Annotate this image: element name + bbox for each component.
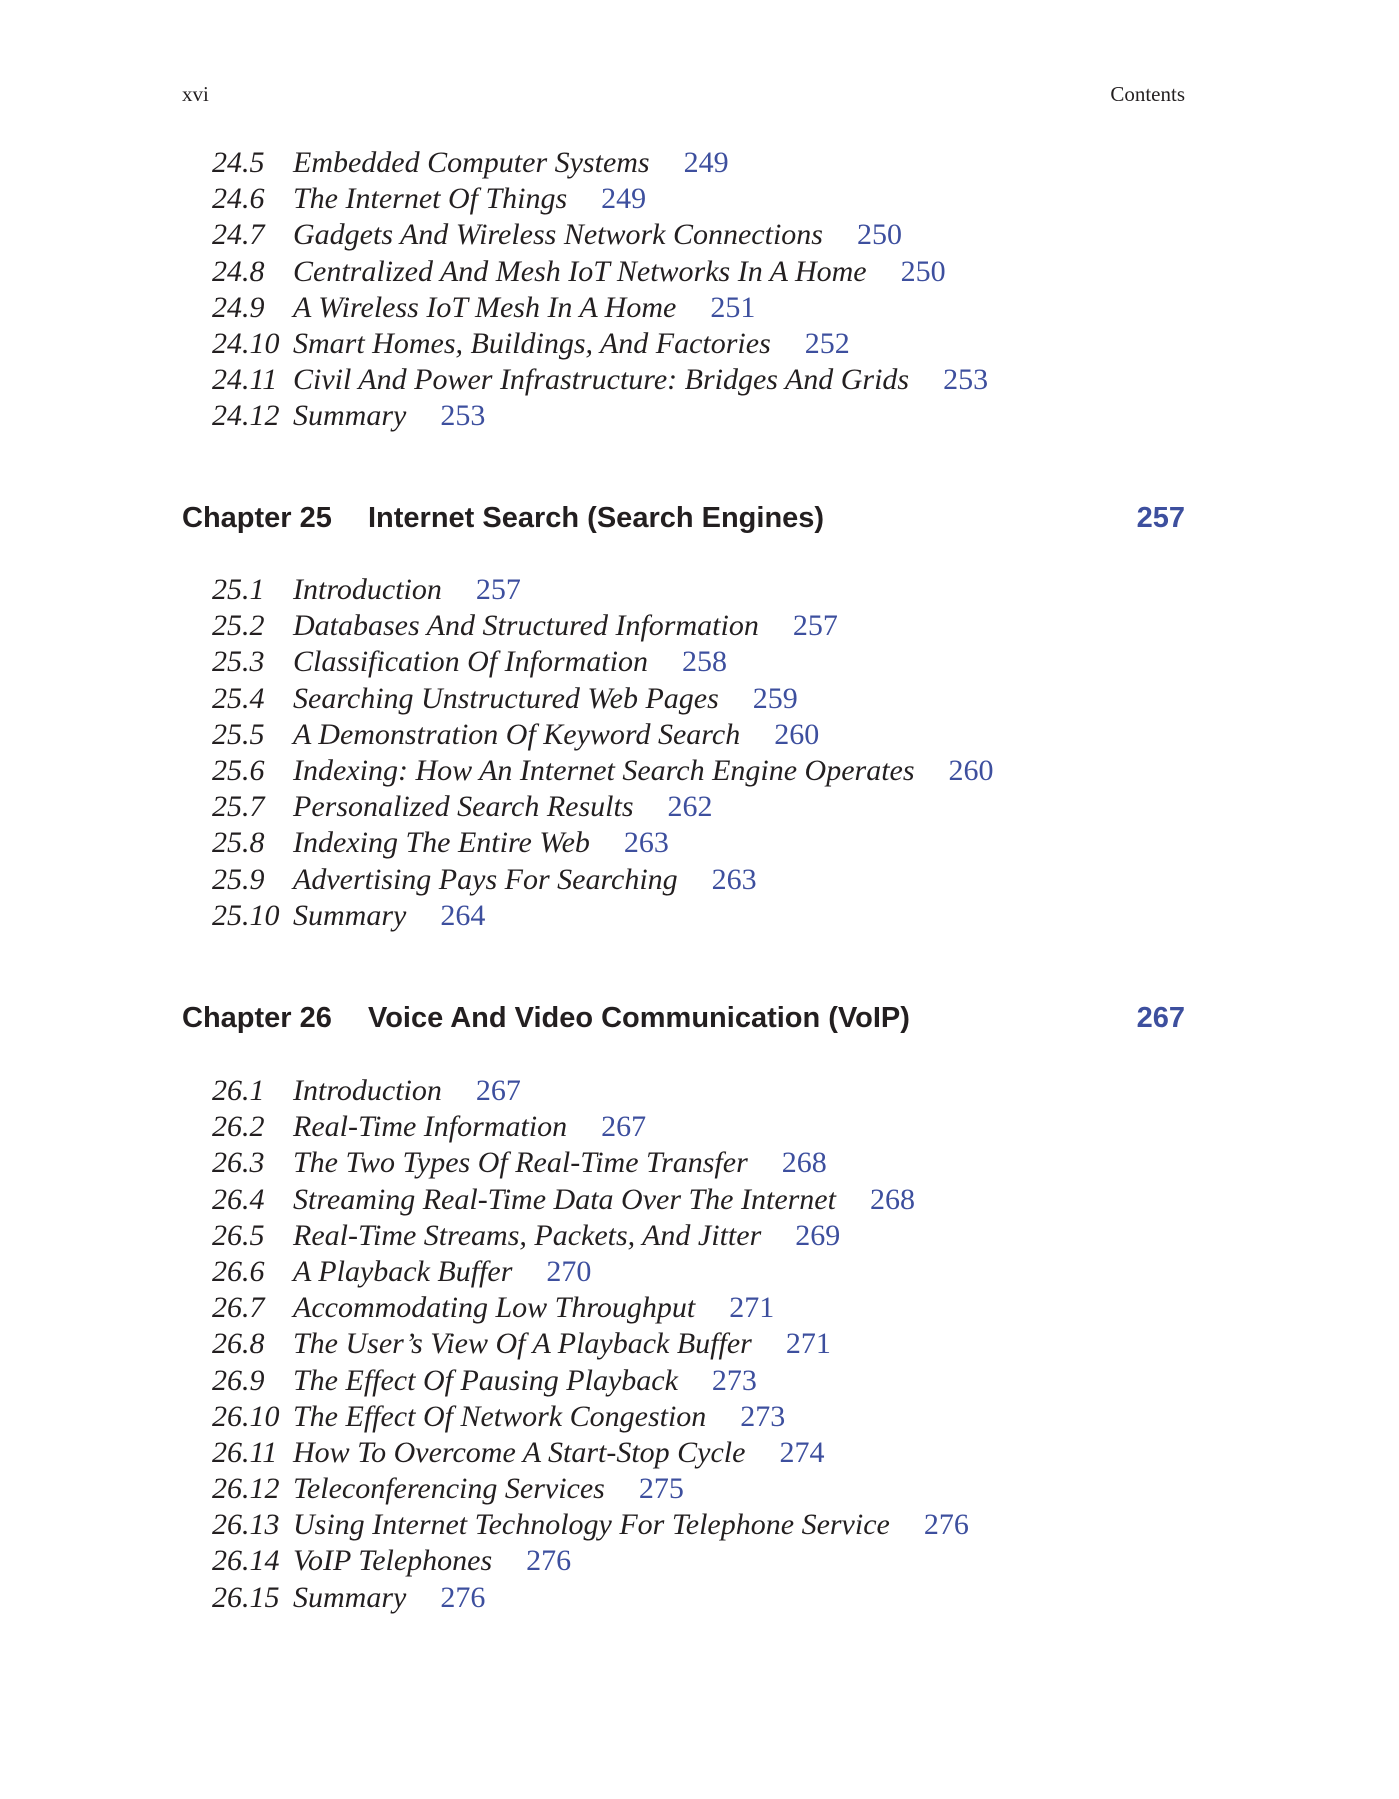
section-number: 26.11 (212, 1435, 278, 1469)
chapter-label: Chapter 25 (182, 502, 332, 534)
running-head-section: Contents (1110, 82, 1185, 106)
toc-entry[interactable] (212, 1326, 969, 1362)
section-title: The Effect Of Network Congestion (293, 1399, 707, 1433)
section-number: 26.3 (212, 1146, 265, 1180)
section-page-number[interactable]: 249 (601, 182, 647, 216)
section-number: 26.7 (212, 1291, 265, 1325)
running-head (182, 82, 1185, 110)
chapter-25-section-list (212, 572, 994, 934)
toc-entry[interactable] (212, 1435, 969, 1471)
section-page-number[interactable]: 262 (667, 790, 713, 824)
section-page-number[interactable]: 250 (856, 218, 902, 252)
section-page-number[interactable]: 253 (943, 363, 989, 397)
section-number: 26.15 (212, 1580, 280, 1614)
toc-entry[interactable] (212, 1290, 969, 1326)
section-page-number[interactable]: 264 (440, 898, 486, 932)
section-page-number[interactable]: 273 (711, 1363, 757, 1397)
toc-entry[interactable] (212, 681, 994, 717)
section-page-number[interactable]: 274 (779, 1435, 825, 1469)
toc-entry[interactable] (212, 1109, 969, 1145)
section-number: 26.5 (212, 1218, 265, 1252)
section-title: Streaming Real-Time Data Over The Internet (293, 1182, 836, 1216)
toc-entry[interactable] (212, 145, 988, 181)
section-page-number[interactable]: 269 (795, 1218, 841, 1252)
toc-entry[interactable] (212, 1218, 969, 1254)
section-title: The Internet Of Things (293, 182, 568, 216)
section-number: 25.2 (212, 609, 265, 643)
section-title: Indexing The Entire Web (293, 826, 590, 860)
section-page-number[interactable]: 260 (948, 753, 994, 787)
section-page-number[interactable]: 257 (792, 609, 838, 643)
section-number: 26.4 (212, 1182, 265, 1216)
toc-entry[interactable] (212, 644, 994, 680)
chapter-26-section-list (212, 1073, 969, 1616)
toc-entry[interactable] (212, 1254, 969, 1290)
section-page-number[interactable]: 275 (638, 1472, 684, 1506)
toc-entry[interactable] (212, 789, 994, 825)
section-number: 26.8 (212, 1327, 265, 1361)
section-page-number[interactable]: 253 (440, 399, 486, 433)
section-title: Introduction (293, 573, 442, 606)
section-number: 26.1 (212, 1074, 265, 1107)
section-number: 24.5 (212, 146, 265, 179)
section-page-number[interactable]: 270 (546, 1254, 592, 1288)
page-folio: xvi (182, 82, 209, 106)
section-number: 24.9 (212, 290, 265, 324)
section-title: A Playback Buffer (293, 1254, 513, 1288)
section-title: Smart Homes, Buildings, And Factories (293, 326, 771, 360)
toc-entry[interactable] (212, 362, 988, 398)
toc-entry[interactable] (212, 1471, 969, 1507)
section-number: 24.11 (212, 363, 278, 397)
section-page-number[interactable]: 249 (683, 146, 729, 179)
section-number: 25.4 (212, 681, 265, 715)
section-number: 25.8 (212, 826, 265, 860)
section-page-number[interactable]: 258 (682, 645, 728, 679)
section-title: Summary (293, 1580, 407, 1614)
toc-entry[interactable] (212, 290, 988, 326)
section-title: Summary (293, 399, 407, 433)
section-number: 25.10 (212, 898, 280, 932)
section-page-number[interactable]: 276 (923, 1508, 969, 1542)
section-page-number[interactable]: 273 (740, 1399, 786, 1433)
toc-entry[interactable] (212, 608, 994, 644)
section-number: 26.2 (212, 1110, 265, 1144)
section-title: VoIP Telephones (293, 1544, 493, 1578)
section-page-number[interactable]: 276 (526, 1544, 572, 1578)
section-title: Teleconferencing Services (293, 1472, 605, 1506)
section-title: Searching Unstructured Web Pages (293, 681, 719, 715)
section-title: Centralized And Mesh IoT Networks In A Home (293, 254, 867, 288)
chapter-26-heading[interactable] (182, 1002, 1185, 1042)
chapter-title: Internet Search (Search Engines) (368, 502, 825, 534)
section-page-number[interactable]: 257 (475, 573, 521, 606)
toc-entry[interactable] (212, 1507, 969, 1543)
section-page-number[interactable]: 267 (475, 1074, 521, 1107)
chapter-page-number[interactable]: 267 (1136, 1002, 1185, 1034)
toc-entry[interactable] (212, 1543, 969, 1579)
section-title: Using Internet Technology For Telephone Service (293, 1508, 890, 1542)
section-title: Classification Of Information (293, 645, 649, 679)
section-number: 26.6 (212, 1254, 265, 1288)
chapter-25-heading[interactable] (182, 502, 1185, 542)
section-page-number[interactable]: 250 (900, 254, 946, 288)
toc-entry[interactable] (212, 1363, 969, 1399)
section-page-number[interactable]: 263 (711, 862, 757, 896)
toc-entry[interactable] (212, 217, 988, 253)
section-title: Real-Time Information (293, 1110, 568, 1144)
section-title: Advertising Pays For Searching (293, 862, 678, 896)
section-number: 25.3 (212, 645, 265, 679)
toc-entry[interactable] (212, 1145, 969, 1181)
section-title: Databases And Structured Information (293, 609, 759, 643)
section-page-number[interactable]: 252 (804, 326, 850, 360)
section-number: 24.12 (212, 399, 280, 433)
section-page-number[interactable]: 263 (623, 826, 669, 860)
chapter-label: Chapter 26 (182, 1002, 332, 1034)
section-number: 25.7 (212, 790, 265, 824)
section-title: Introduction (293, 1074, 442, 1107)
section-title: Gadgets And Wireless Network Connections (293, 218, 823, 252)
chapter-title: Voice And Video Communication (VoIP) (368, 1002, 910, 1034)
toc-entry[interactable] (212, 753, 994, 789)
section-number: 26.14 (212, 1544, 280, 1578)
section-number: 26.9 (212, 1363, 265, 1397)
section-page-number[interactable]: 268 (781, 1146, 827, 1180)
section-page-number[interactable]: 276 (440, 1580, 486, 1614)
section-page-number[interactable]: 251 (710, 290, 756, 324)
section-number: 24.6 (212, 182, 265, 216)
section-number: 24.8 (212, 254, 265, 288)
section-number: 26.12 (212, 1472, 280, 1506)
section-number: 25.6 (212, 753, 265, 787)
toc-entry[interactable] (212, 181, 988, 217)
section-title: Civil And Power Infrastructure: Bridges And Grids (293, 363, 910, 397)
toc-entry[interactable] (212, 1399, 969, 1435)
toc-entry[interactable] (212, 862, 994, 898)
section-title: How To Overcome A Start-Stop Cycle (293, 1435, 746, 1469)
section-page-number[interactable]: 259 (752, 681, 798, 715)
section-title: A Demonstration Of Keyword Search (293, 717, 741, 751)
chapter-24-section-list (212, 145, 988, 435)
section-title: A Wireless IoT Mesh In A Home (293, 290, 677, 324)
section-title: Real-Time Streams, Packets, And Jitter (293, 1218, 762, 1252)
section-number: 26.13 (212, 1508, 280, 1542)
section-title: Accommodating Low Throughput (293, 1291, 696, 1325)
chapter-page-number[interactable]: 257 (1136, 502, 1185, 534)
section-title: Personalized Search Results (293, 790, 634, 824)
section-number: 26.10 (212, 1399, 280, 1433)
section-number: 24.10 (212, 326, 280, 360)
toc-entry[interactable] (212, 898, 994, 934)
section-page-number[interactable]: 267 (601, 1110, 647, 1144)
section-page-number[interactable]: 268 (869, 1182, 915, 1216)
section-page-number[interactable]: 260 (774, 717, 820, 751)
section-title: Embedded Computer Systems (293, 146, 650, 179)
section-title: The Two Types Of Real-Time Transfer (293, 1146, 748, 1180)
toc-entry[interactable] (212, 572, 994, 608)
toc-entry[interactable] (212, 254, 988, 290)
toc-entry[interactable] (212, 717, 994, 753)
toc-entry[interactable] (212, 326, 988, 362)
section-title: The Effect Of Pausing Playback (293, 1363, 678, 1397)
toc-entry[interactable] (212, 1073, 969, 1109)
toc-entry[interactable] (212, 1182, 969, 1218)
toc-entry[interactable] (212, 398, 988, 434)
section-title: Indexing: How An Internet Search Engine Operates (293, 753, 915, 787)
section-number: 24.7 (212, 218, 265, 252)
toc-entry[interactable] (212, 825, 994, 861)
section-title: The User’s View Of A Playback Buffer (293, 1327, 752, 1361)
section-number: 25.9 (212, 862, 265, 896)
section-page-number[interactable]: 271 (785, 1327, 831, 1361)
section-page-number[interactable]: 271 (729, 1291, 775, 1325)
section-number: 25.5 (212, 717, 265, 751)
toc-entry[interactable] (212, 1580, 969, 1616)
section-number: 25.1 (212, 573, 265, 606)
section-title: Summary (293, 898, 407, 932)
